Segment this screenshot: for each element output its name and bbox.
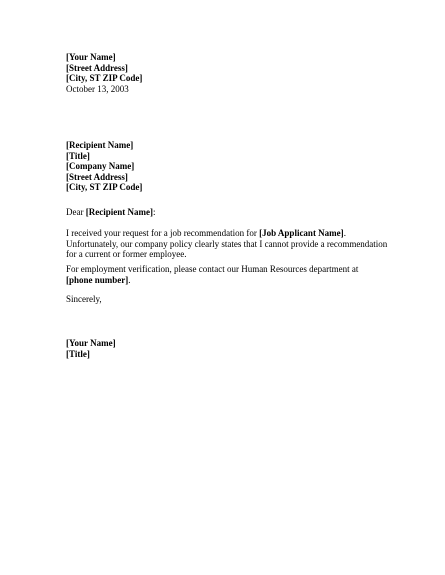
p2-line1: For employment verification, please contact our Human Resources department at: [66, 264, 359, 274]
salutation: [66, 207, 406, 218]
p1-line1-prefix: I received your request for a job recommendation for: [66, 228, 260, 238]
recipient-address-block: [66, 140, 406, 193]
sender-city: [City, ST ZIP Code]: [66, 73, 143, 83]
signature-block: [66, 338, 406, 359]
recipient-name: [Recipient Name]: [66, 140, 134, 150]
signature-name: [Your Name]: [66, 338, 116, 348]
recipient-city: [City, ST ZIP Code]: [66, 182, 143, 192]
signature-title: [Title]: [66, 348, 90, 359]
sender-name: [Your Name]: [66, 52, 116, 62]
closing: [66, 294, 406, 305]
letter-date: October 13, 2003: [66, 83, 129, 94]
closing-text: Sincerely,: [66, 294, 102, 304]
phone-number: [phone number]: [66, 274, 129, 285]
recipient-street: [Street Address]: [66, 171, 128, 182]
salutation-suffix: :: [152, 207, 156, 217]
body-paragraph-1: [66, 228, 406, 260]
job-applicant-name: [Job Applicant Name]: [259, 228, 344, 238]
p1-line2: Unfortunately, our company policy clearly states that I cannot provide a recommendation: [66, 238, 388, 249]
p2-phone-suffix: .: [128, 274, 131, 285]
recipient-title: [Title]: [66, 150, 90, 161]
recipient-company: [Company Name]: [66, 161, 135, 171]
sender-street: [Street Address]: [66, 62, 128, 73]
body-paragraph-2: [66, 264, 406, 285]
salutation-prefix: Dear: [66, 207, 86, 217]
sender-address-block: [66, 52, 406, 94]
p1-line1-suffix: .: [343, 228, 346, 238]
p1-line3: for a current or former employee.: [66, 249, 187, 259]
salutation-name: [Recipient Name]: [85, 207, 153, 217]
